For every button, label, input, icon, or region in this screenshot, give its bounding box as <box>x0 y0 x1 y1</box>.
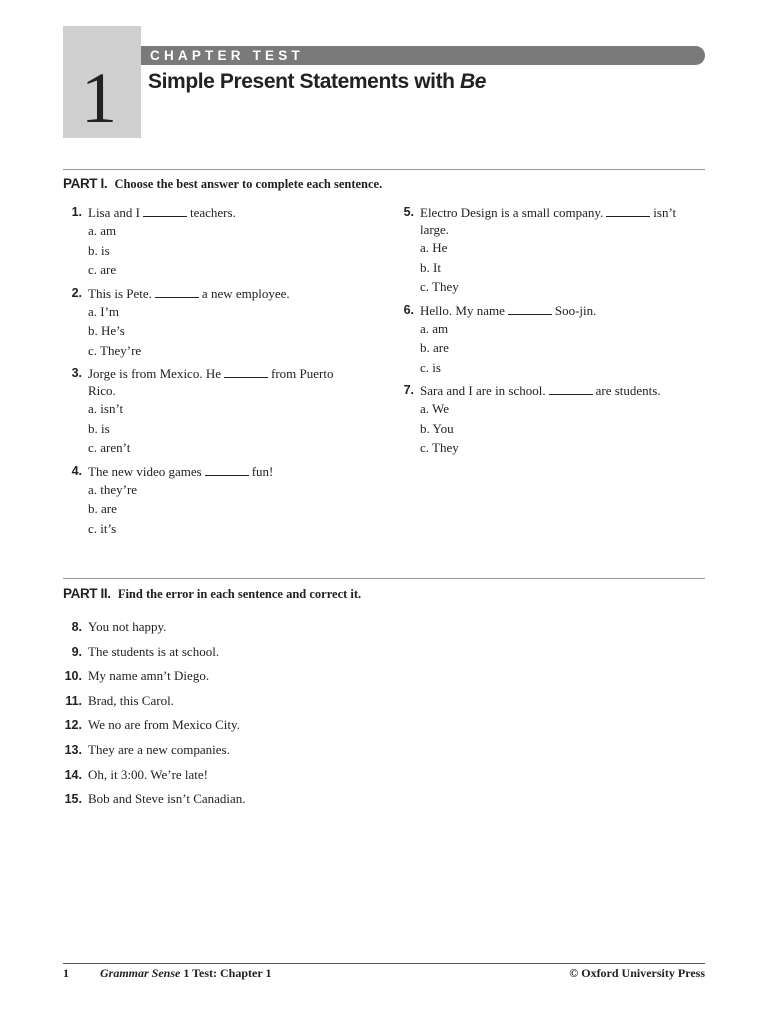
item-text: The students is at school. <box>88 643 220 659</box>
footer-book-name: Grammar Sense <box>100 966 181 980</box>
list-item <box>63 713 246 738</box>
item-number: 14. <box>64 767 82 782</box>
question-text-after: fun! <box>251 463 274 479</box>
item-number: 11. <box>65 693 82 708</box>
option: b. is <box>88 420 110 436</box>
list-item <box>63 763 246 788</box>
question-1 <box>63 204 363 280</box>
chapter-label: CHAPTER TEST <box>150 48 304 63</box>
answer-blank <box>549 384 593 395</box>
item-number: 15. <box>64 792 82 807</box>
question-number: 5. <box>403 205 414 219</box>
divider-part2 <box>63 578 705 579</box>
option: c. They <box>420 279 459 294</box>
question-text-before: Lisa and I <box>88 205 140 220</box>
answer-blank <box>143 206 187 217</box>
option: c. aren’t <box>88 440 131 455</box>
title-emphasis: Be <box>460 70 487 93</box>
question-text-before: Electro Design is a small company. <box>420 205 604 220</box>
list-item <box>63 640 246 665</box>
option: a. We <box>420 401 450 416</box>
option: c. They <box>420 440 459 455</box>
title-main: Simple Present Statements with <box>148 70 461 93</box>
option: a. He <box>420 240 448 255</box>
option: a. they’re <box>88 481 138 497</box>
option: c. is <box>420 359 441 375</box>
question-number: 3. <box>71 366 82 380</box>
list-item <box>63 738 246 763</box>
question-4 <box>63 463 363 539</box>
item-number: 9. <box>71 644 82 659</box>
question-text-after: a new employee. <box>201 285 290 301</box>
answer-blank <box>606 206 650 217</box>
item-number: 10. <box>64 669 82 684</box>
question-text-after: Soo-jin. <box>554 302 597 318</box>
part2-label: PART II. <box>63 586 111 601</box>
footer-page-number: 1 <box>63 966 69 980</box>
question-7 <box>395 382 695 458</box>
page-title <box>148 70 486 94</box>
question-number: 2. <box>71 285 82 300</box>
part1-label: PART I. <box>63 176 108 191</box>
question-number: 1. <box>71 205 82 219</box>
question-number: 6. <box>403 302 414 317</box>
question-3 <box>63 365 363 458</box>
part2-instruction: Find the error in each sentence and correct it. <box>117 587 362 601</box>
option: a. isn’t <box>88 401 124 416</box>
question-text-after: teachers. <box>189 205 236 220</box>
part1-heading <box>63 176 382 192</box>
part2-heading <box>63 586 361 602</box>
question-number: 4. <box>71 463 82 478</box>
item-number: 12. <box>64 718 82 733</box>
option: a. I’m <box>88 303 120 319</box>
answer-blank <box>155 287 199 298</box>
question-text-before: Sara and I are in school. <box>420 383 546 398</box>
option: b. He’s <box>88 323 125 338</box>
question-text-after: isn’t large. <box>420 205 677 237</box>
question-text-before: Hello. My name <box>420 302 505 318</box>
footer-divider <box>63 963 705 964</box>
footer-book-rest: 1 Test: Chapter 1 <box>180 966 272 980</box>
question-6 <box>395 302 695 378</box>
question-number: 7. <box>403 383 414 397</box>
list-item <box>63 689 246 714</box>
question-2 <box>63 285 363 361</box>
option: c. it’s <box>88 520 117 536</box>
item-text: They are a new companies. <box>88 741 230 757</box>
part1-left-column <box>63 204 363 543</box>
option: a. am <box>88 223 117 238</box>
divider-part1 <box>63 169 705 170</box>
item-number: 8. <box>71 620 82 634</box>
item-text: Bob and Steve isn’t Canadian. <box>88 791 246 807</box>
question-text-after: are students. <box>595 383 661 398</box>
answer-blank <box>508 304 552 315</box>
list-item <box>63 787 246 812</box>
item-text: My name amn’t Diego. <box>88 668 210 684</box>
item-text: You not happy. <box>88 619 167 634</box>
list-item <box>63 615 246 640</box>
item-number: 13. <box>64 742 82 757</box>
answer-blank <box>205 465 249 476</box>
question-text-before: Jorge is from Mexico. He <box>88 366 221 381</box>
part1-instruction: Choose the best answer to complete each sentence. <box>114 177 383 191</box>
chapter-number: 1 <box>81 58 117 138</box>
option: a. am <box>420 320 449 336</box>
option: c. are <box>88 262 117 277</box>
option: b. are <box>420 340 449 355</box>
question-5 <box>395 204 695 297</box>
footer-publisher: © Oxford University Press <box>569 966 705 980</box>
item-text: Oh, it 3:00. We’re late! <box>88 766 209 782</box>
question-text-before: This is Pete. <box>88 285 152 301</box>
answer-blank <box>224 367 268 378</box>
part2-list <box>63 615 246 812</box>
option: b. are <box>88 501 117 516</box>
option: b. You <box>420 420 454 436</box>
question-text-after: from Puerto Rico. <box>88 366 334 398</box>
option: c. They’re <box>88 342 142 358</box>
option: b. It <box>420 259 441 275</box>
list-item <box>63 664 246 689</box>
item-text: Brad, this Carol. <box>88 692 174 708</box>
item-text: We no are from Mexico City. <box>88 717 240 733</box>
option: b. is <box>88 242 110 258</box>
footer-book-title <box>100 966 271 981</box>
question-text-before: The new video games <box>88 463 202 479</box>
part1-right-column <box>395 204 695 463</box>
